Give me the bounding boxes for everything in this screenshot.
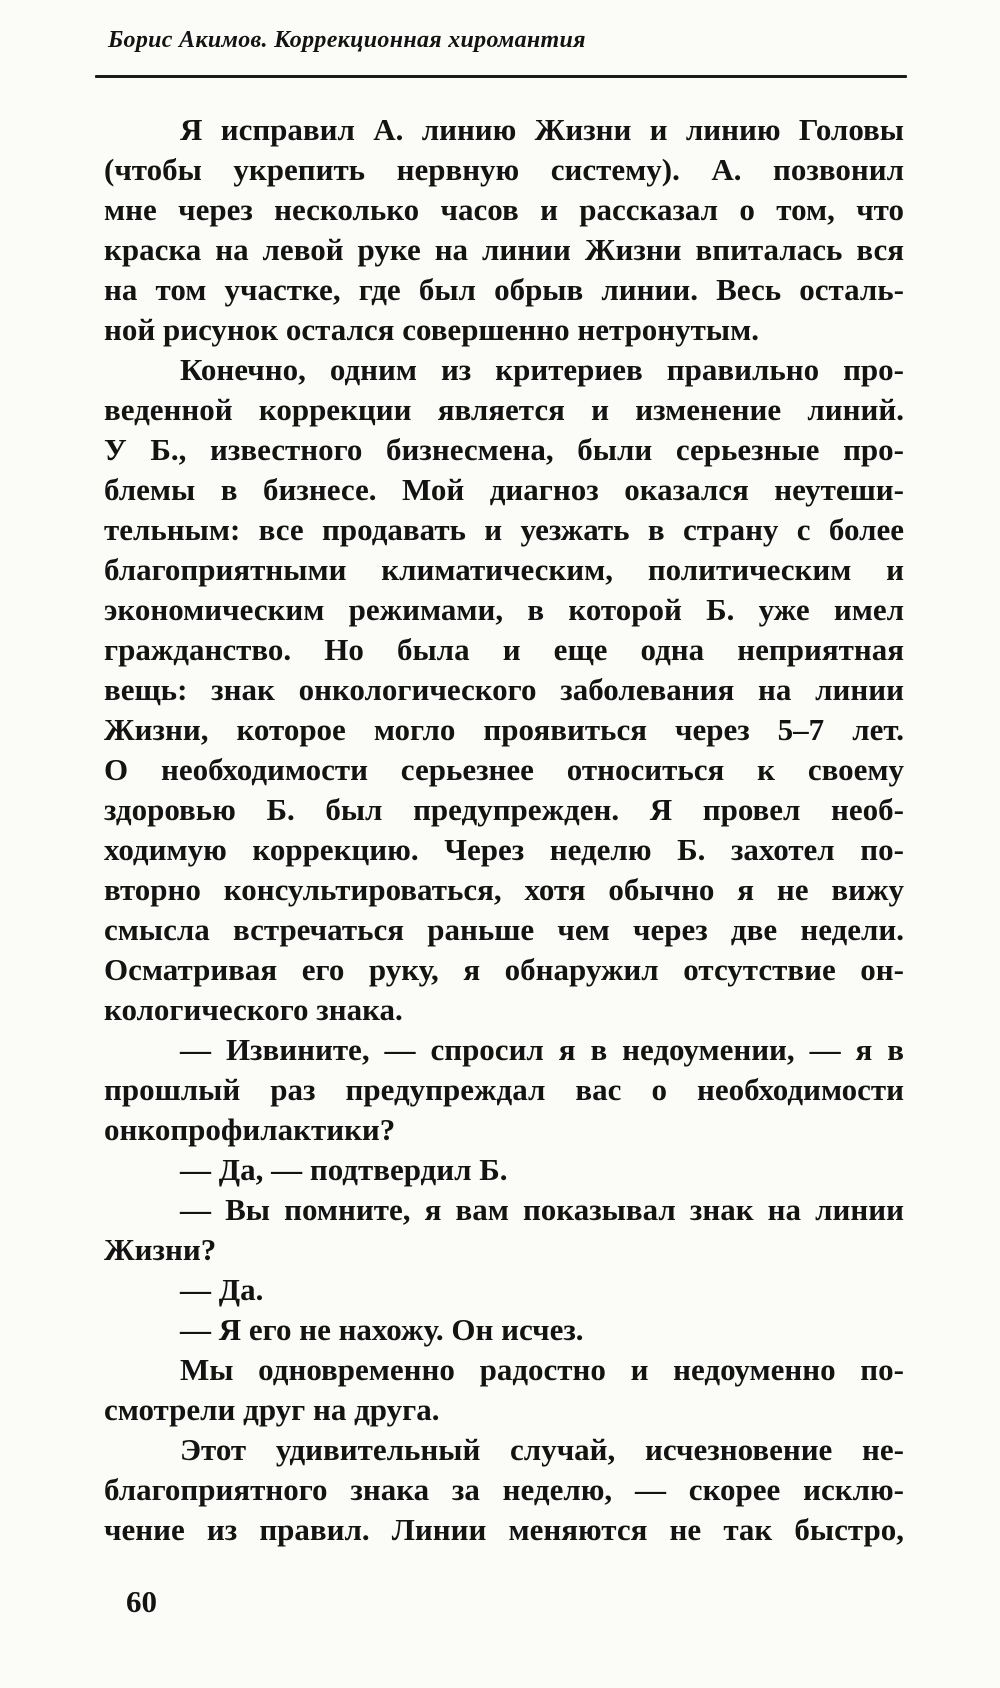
text-line: вторно консультироваться, хотя обычно я не вижу <box>104 872 904 907</box>
text-line: прошлый раз предупреждал вас о необходимости <box>104 1072 904 1107</box>
text-line: О необходимости серьезнее относиться к своему <box>104 752 904 787</box>
text-line: — Извините, — спросил я в недоумении, — я в <box>180 1032 904 1067</box>
text-line: гражданство. Но была и еще одна неприятная <box>104 632 904 667</box>
text-line: экономическим режимами, в которой Б. уже имел <box>104 592 904 627</box>
running-header: Борис Акимов. Коррекционная хиромантия <box>108 27 586 53</box>
text-line: веденной коррекции является и изменение линий. <box>104 392 904 427</box>
text-line: тельным: все продавать и уезжать в страну с более <box>104 512 904 547</box>
text-line: блемы в бизнесе. Мой диагноз оказался неутеши- <box>104 472 904 507</box>
text-line: смысла встречаться раньше чем через две недели. <box>104 912 904 947</box>
text-line: благоприятными климатическим, политическим и <box>104 552 904 587</box>
text-line: онкопрофилактики? <box>104 1112 396 1147</box>
page-number: 60 <box>126 1584 157 1619</box>
text-line: (чтобы укрепить нервную систему). А. позвонил <box>104 152 904 187</box>
text-line: мне через несколько часов и рассказал о том, что <box>104 192 904 227</box>
text-line: ной рисунок остался совершенно нетронутым. <box>104 312 759 347</box>
text-line: — Да. <box>180 1272 264 1307</box>
text-line: здоровью Б. был предупрежден. Я провел необ- <box>104 792 904 827</box>
text-line: Я исправил А. линию Жизни и линию Головы <box>180 112 904 147</box>
text-line: — Да, — подтвердил Б. <box>180 1152 508 1187</box>
text-line: Конечно, одним из критериев правильно про- <box>180 352 904 387</box>
text-line: — Я его не нахожу. Он исчез. <box>180 1312 584 1347</box>
header-rule <box>95 75 907 78</box>
text-line: Жизни, которое могло проявиться через 5–7 лет. <box>104 712 904 747</box>
text-line: чение из правил. Линии меняются не так быстро, <box>104 1512 904 1547</box>
text-line: смотрели друг на друга. <box>104 1392 440 1427</box>
body-text <box>104 110 904 1550</box>
text-line: ходимую коррекцию. Через неделю Б. захотел по- <box>104 832 904 867</box>
text-line: на том участке, где был обрыв линии. Весь осталь- <box>104 272 904 307</box>
text-line: Этот удивительный случай, исчезновение не- <box>180 1432 904 1467</box>
text-line: Мы одновременно радостно и недоуменно по- <box>180 1352 904 1387</box>
text-line: — Вы помните, я вам показывал знак на линии <box>180 1192 904 1227</box>
text-line: краска на левой руке на линии Жизни впиталась вся <box>104 232 904 267</box>
text-line: Жизни? <box>104 1232 217 1267</box>
text-line: благоприятного знака за неделю, — скорее исклю- <box>104 1472 904 1507</box>
text-line: Осматривая его руку, я обнаружил отсутствие он- <box>104 952 904 987</box>
text-line: кологического знака. <box>104 992 403 1027</box>
text-line: У Б., известного бизнесмена, были серьезные про- <box>104 432 904 467</box>
text-line: вещь: знак онкологического заболевания на линии <box>104 672 904 707</box>
